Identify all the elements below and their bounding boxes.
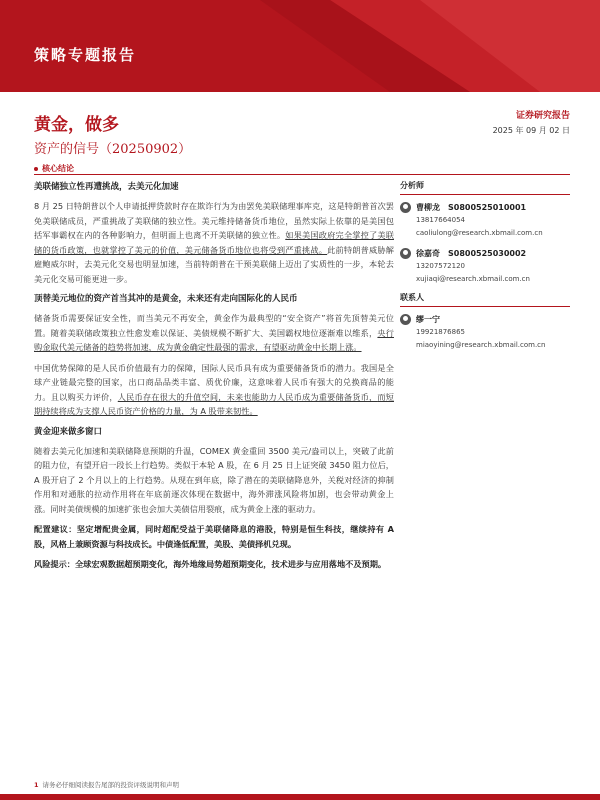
- analyst-header: [400, 200, 570, 214]
- paragraph-2-underlined: 央行购金取代美元储备的趋势将加速，成为黄金确定性最强的需求，有望驱动黄金中长期上涨。: [34, 327, 394, 352]
- paragraph-1: [34, 199, 394, 286]
- paragraph-4: 随着去美元化加速和美联储降息预期的升温，COMEX 黄金重回 3500 美元/盎司以上，突破了此前的阻力位，有望开启一段长上行趋势。类似于本轮 A 股，在 6 月 25 日上证突破 3450 阻力位后，A 股开启了 2 个月以上的上行趋势。从现在到年底，除了潜在的美联储降息外，关税对经济的抑制作用和对通胀的拉动作用将在年底前逐次体现在数据中，海外滞涨风险将加剧，也会带动黄金上涨。同时美债规模的加速扩张也会加大美债信用裂痕，成为黄金上涨的驱动力。: [34, 445, 394, 514]
- analyst-card: [400, 246, 570, 286]
- divider: [34, 174, 570, 175]
- paragraph-3-tail: 而短期持续将成为支撑人民币资产价格的力量，为 A 股带来韧性。: [34, 391, 394, 416]
- footer-disclaimer: 请务必仔细阅读报告尾部的投资评级说明和声明: [42, 781, 180, 789]
- header-title: 策略专题报告: [34, 46, 137, 64]
- analyst-phone: 13207572120: [416, 262, 465, 270]
- report-date: 2025 年 09 月 02 日: [492, 126, 570, 135]
- paragraph-2: [34, 311, 394, 355]
- bullet-icon: [34, 167, 38, 171]
- paragraph-1-text: 8 月 25 日特朗普以个人申请抵押贷款时存在欺诈行为为由罢免美联储理事库克，这是特朗普首次罢免美联储成员，严重挑战了美联储的独立性。美元维持储备货币地位，虽然实际上依靠的是美国包括军事霸权在内的各种影响力，但明面上也离不开美联储的独立性。: [34, 201, 394, 240]
- analyst-phone: 13817664054: [416, 216, 465, 224]
- person-icon: [400, 314, 411, 325]
- analyst-email[interactable]: caoliulong@research.xbmail.com.cn: [416, 229, 543, 237]
- contact-email[interactable]: miaoyining@research.xbmail.com.cn: [416, 341, 546, 349]
- paragraph-3: [34, 361, 394, 419]
- analyst-cert: S0800525030002: [448, 248, 527, 258]
- section-heading-3: 黄金迎来做多窗口: [34, 426, 103, 437]
- bottom-bar: [0, 794, 600, 800]
- doc-title: 黄金，做多: [34, 115, 119, 135]
- contacts-label: 联系人: [400, 292, 570, 307]
- analyst-name: 曹柳龙: [416, 202, 440, 212]
- page-number: 1: [34, 781, 39, 789]
- footer: [34, 780, 179, 789]
- paragraph-2-text: 储备货币需要保证安全性，而当美元不再安全，黄金作为最典型的“安全资产”将首先顶替美元位置。随着美联储政策独立性愈发难以保证、美债规模不断扩大、美国霸权地位逐渐难以维系，: [34, 313, 394, 338]
- section-tag: [34, 163, 74, 174]
- header-banner: [0, 0, 600, 92]
- risk-warning: 风险提示：全球宏观数据超预期变化，海外地缘局势超预期变化，技术进步与应用落地不及预期。: [34, 559, 387, 569]
- analyst-cert: S0800525010001: [448, 202, 527, 212]
- section-heading-1: 美联储独立性再遭挑战，去美元化加速: [34, 182, 179, 192]
- paragraph-3-underlined: 人民币存在很大的升值空间，未来也能助力人民币成为重要储备货币，: [117, 391, 378, 402]
- contact-name: 缪一宁: [416, 314, 440, 324]
- section-heading-2: 顶替美元地位的资产首当其冲的是黄金，未来还有走向国际化的人民币: [34, 294, 298, 304]
- contact-phone: 19921876865: [416, 328, 465, 336]
- paragraph-1-tail: 此前特朗普威胁解雇鲍威尔时，去美元化交易也明显加速，当前特朗普在干预美联储上迈出了实质性的一步，本轮去美元化交易可能更进一步。: [34, 244, 394, 284]
- report-type: 证券研究报告: [515, 111, 570, 121]
- config-suggestion: 配置建议：坚定增配贵金属，同时超配受益于美联储降息的港股，特别是恒生科技，继续持有 A 股，风格上兼顾资源与科技成长。中债逢低配置，美股、美债择机兑现。: [34, 524, 394, 549]
- analyst-header: [400, 246, 570, 260]
- contact-card: [400, 312, 570, 352]
- section-tag-label: 核心结论: [42, 164, 74, 173]
- contact-header: [400, 312, 570, 326]
- person-icon: [400, 202, 411, 213]
- analyst-email[interactable]: xujiaqi@research.xbmail.com.cn: [416, 275, 530, 283]
- analysts-label: 分析师: [400, 180, 570, 195]
- paragraph-3-text: 中国优势保障的是人民币价值最有力的保障，国际人民币具有成为重要储备货币的潜力。我国是全球产业链最完整的国家，出口商品品类丰富、质优价廉，这意味着人民币有强大的兑换商品的能力。且以购买力评价，: [34, 362, 394, 402]
- analyst-card: [400, 200, 570, 240]
- paragraph-1-underlined: 如果美国政府完全掌控了美联储的货币政策，也就掌控了美元的价值，美元储备货币地位也将受到严重挑战。: [34, 230, 394, 255]
- doc-subtitle: 资产的信号（20250902）: [34, 142, 192, 157]
- main-content: [34, 180, 394, 578]
- analyst-name: 徐嘉奇: [416, 248, 440, 258]
- sidebar: [400, 180, 570, 358]
- person-icon: [400, 248, 411, 259]
